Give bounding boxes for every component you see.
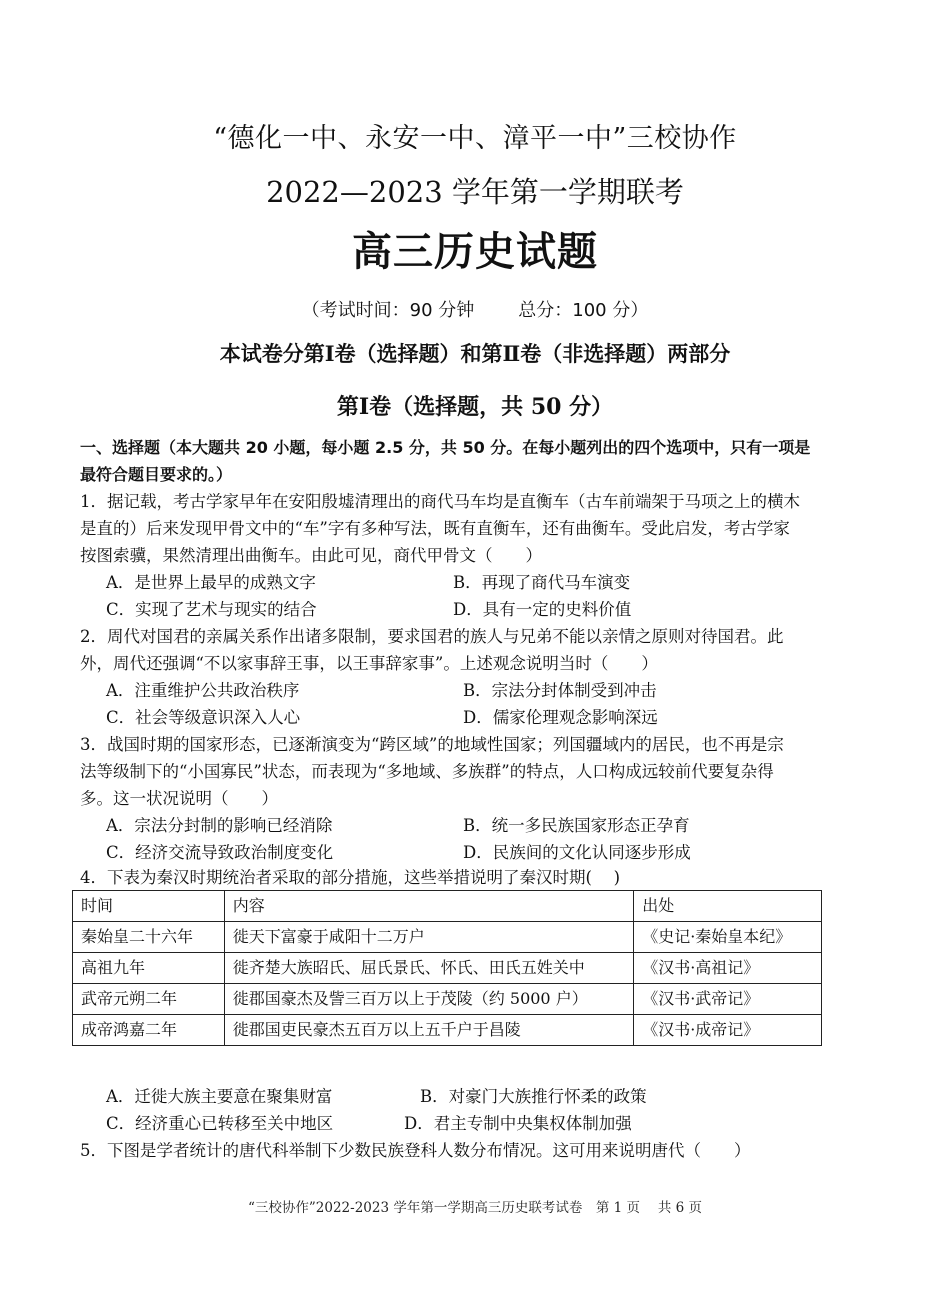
q1-line-1: 1．据记载，考古学家早年在安阳殷墟清理出的商代马车均是直衡车（古车前端架于马项之上的横木	[80, 492, 800, 511]
q2-option-c: C．社会等级意识深入人心	[106, 708, 301, 727]
table-cell: 秦始皇二十六年	[73, 922, 225, 953]
exam-time: （考试时间：90 分钟	[301, 300, 475, 321]
q5-line-1: 5．下图是学者统计的唐代科举制下少数民族登科人数分布情况。这可用来说明唐代（ ）	[80, 1141, 751, 1160]
table-cell: 《汉书·高祖记》	[634, 953, 822, 984]
table-row	[73, 953, 822, 984]
school-line: “德化一中、永安一中、漳平一中”三校协作	[213, 123, 737, 154]
exam-meta	[0, 296, 950, 322]
table-cell: 高祖九年	[73, 953, 225, 984]
q3-option-b: B．统一多民族国家形态正孕育	[463, 816, 690, 835]
exam-parts: 本试卷分第Ⅰ卷（选择题）和第Ⅱ卷（非选择题）两部分	[219, 341, 731, 366]
q1-option-c: C．实现了艺术与现实的结合	[106, 600, 317, 619]
q3-line-2: 法等级制下的“小国寡民”状态，而表现为“多地域、多族群”的特点，人口构成远较前代要复杂得	[80, 762, 774, 781]
q4-option-c: C．经济重心已转移至关中地区	[106, 1114, 334, 1133]
table-row	[73, 1015, 822, 1046]
q3-option-a: A．宗法分封制的影响已经消除	[106, 816, 333, 835]
q1-option-d: D．具有一定的史料价值	[453, 600, 632, 619]
table-cell: 徙郡国吏民豪杰五百万以上五千户于昌陵	[224, 1015, 633, 1046]
table-header-cell: 时间	[73, 891, 225, 922]
exam-score: 总分：100 分）	[518, 300, 649, 321]
page-title: 高三历史试题	[352, 228, 598, 275]
term-line: 2022—2023 学年第一学期联考	[266, 175, 684, 209]
table-header-cell: 内容	[224, 891, 633, 922]
q1-line-2: 是直的）后来发现甲骨文中的“车”字有多种写法，既有直衡车，还有曲衡车。受此启发，考古学家	[80, 519, 790, 538]
table-row	[73, 922, 822, 953]
table-cell: 徙齐楚大族昭氏、屈氏景氏、怀氏、田氏五姓关中	[224, 953, 633, 984]
q3-line-1: 3．战国时期的国家形态，已逐渐演变为“跨区域”的地域性国家；列国疆域内的居民，也不再是宗	[80, 735, 784, 754]
table-cell: 武帝元朔二年	[73, 984, 225, 1015]
section-title: 第Ⅰ卷（选择题，共 50 分）	[336, 394, 614, 420]
q3-line-3: 多。这一状况说明（ ）	[80, 789, 278, 808]
q4-table	[72, 890, 822, 1046]
table-cell: 徙郡国豪杰及訾三百万以上于茂陵（约 5000 户）	[224, 984, 633, 1015]
q4-option-a: A．迁徙大族主要意在聚集财富	[106, 1087, 333, 1106]
q2-line-2: 外，周代还强调“不以家事辞王事，以王事辞家事”。上述观念说明当时（ ）	[80, 654, 658, 673]
q2-option-d: D．儒家伦理观念影响深远	[463, 708, 658, 727]
q2-option-b: B．宗法分封体制受到冲击	[463, 681, 657, 700]
table-cell: 徙天下富豪于咸阳十二万户	[224, 922, 633, 953]
table-cell: 《史记·秦始皇本纪》	[634, 922, 822, 953]
table-header-cell: 出处	[634, 891, 822, 922]
q1-option-a: A．是世界上最早的成熟文字	[106, 573, 316, 592]
q3-option-c: C．经济交流导致政治制度变化	[106, 843, 334, 862]
table-cell: 《汉书·武帝记》	[634, 984, 822, 1015]
q1-option-b: B．再现了商代马车演变	[453, 573, 631, 592]
q1-line-3: 按图索骥，果然清理出曲衡车。由此可见，商代甲骨文（ ）	[80, 546, 542, 565]
table-cell: 成帝鸿嘉二年	[73, 1015, 225, 1046]
page-footer: “三校协作”2022-2023 学年第一学期高三历史联考试卷 第 1 页 共 6 页	[247, 1200, 702, 1216]
instructions-line-1: 一、选择题（本大题共 20 小题，每小题 2.5 分，共 50 分。在每小题列出的四个选项中，只有一项是	[80, 438, 811, 457]
q2-line-1: 2．周代对国君的亲属关系作出诸多限制，要求国君的族人与兄弟不能以亲情之原则对待国君。此	[80, 627, 784, 646]
q4-option-d: D．君主专制中央集权体制加强	[404, 1114, 632, 1133]
q4-line-1: 4．下表为秦汉时期统治者采取的部分措施，这些举措说明了秦汉时期( )	[80, 868, 621, 887]
instructions-line-2: 最符合题目要求的。）	[80, 465, 233, 484]
table-row	[73, 984, 822, 1015]
q4-option-b: B．对豪门大族推行怀柔的政策	[420, 1087, 647, 1106]
q2-option-a: A．注重维护公共政治秩序	[106, 681, 300, 700]
table-header-row	[73, 891, 822, 922]
table-cell: 《汉书·成帝记》	[634, 1015, 822, 1046]
q3-option-d: D．民族间的文化认同逐步形成	[463, 843, 691, 862]
